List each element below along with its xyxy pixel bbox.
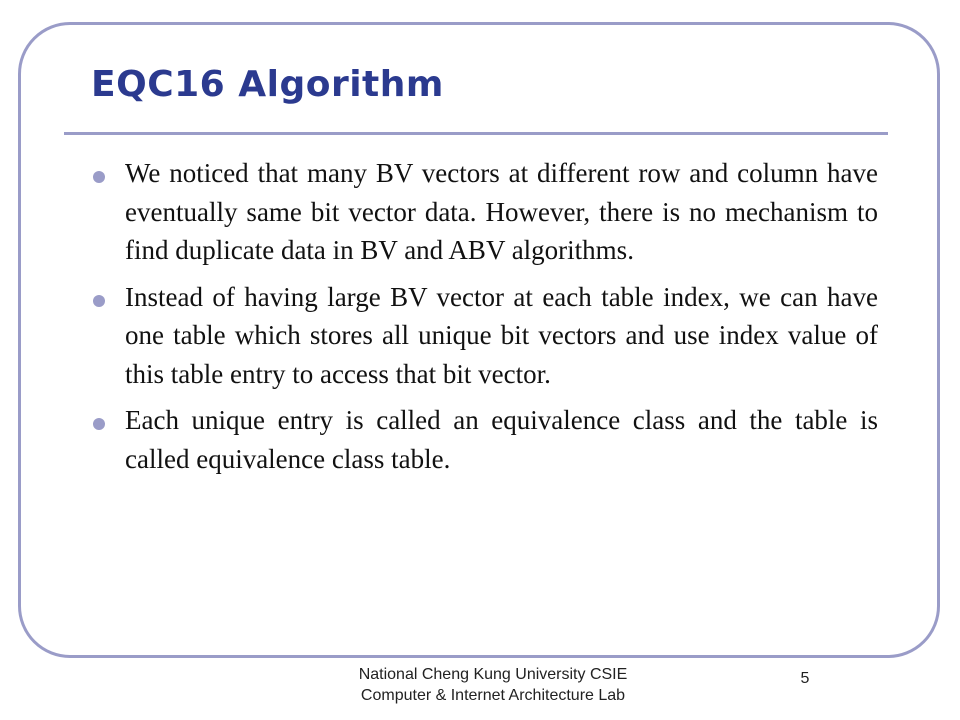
footer-institution (330, 664, 656, 706)
title-divider (64, 132, 888, 135)
bullet-item (88, 278, 878, 394)
bullet-item (88, 154, 878, 270)
bullet-text: We noticed that many BV vectors at different row and column have eventually same bit vector data. However, there is no mechanism to find duplicate data in BV and ABV algorithms. (125, 158, 878, 265)
slide-title: EQC16 Algorithm (91, 64, 444, 105)
footer-line-university: National Cheng Kung University CSIE (358, 666, 628, 683)
bullet-text: Each unique entry is called an equivalence class and the table is called equivalence class table. (125, 405, 878, 474)
footer-line-lab: Computer & Internet Architecture Lab (360, 687, 626, 704)
bullet-dot-icon (93, 295, 105, 307)
bullet-dot-icon (93, 171, 105, 183)
page-number: 5 (800, 670, 810, 687)
bullet-list (88, 154, 878, 486)
bullet-dot-icon (93, 418, 105, 430)
bullet-item (88, 401, 878, 478)
bullet-text: Instead of having large BV vector at each table index, we can have one table which stores all unique bit vectors and use index value of this table entry to access that bit vector. (125, 281, 878, 389)
